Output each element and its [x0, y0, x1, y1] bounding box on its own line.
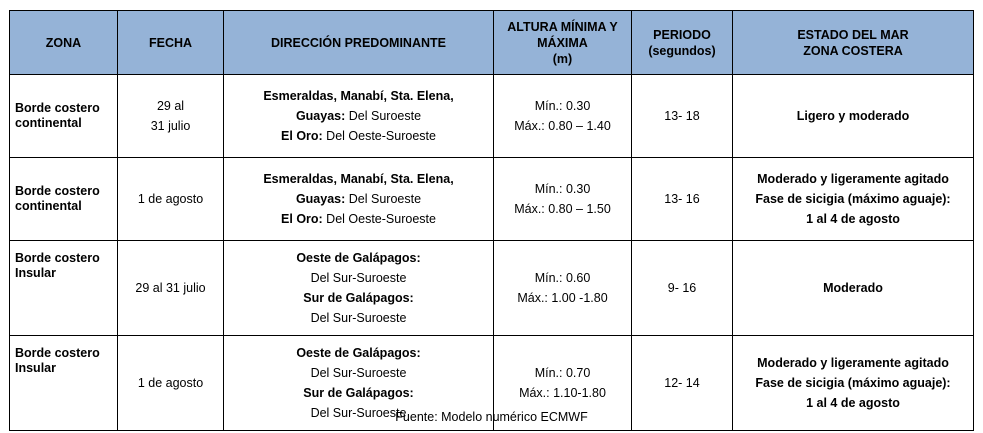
table-row [10, 75, 974, 158]
estado-cell: Ligero y moderado [733, 75, 974, 158]
header-zona: ZONA [10, 11, 118, 75]
estado-cell: Moderado [733, 241, 974, 336]
direccion-cell: Esmeraldas, Manabí, Sta. Elena, Guayas: Del Suroeste El Oro: Del Oeste-Suroeste [224, 75, 494, 158]
estado-cell: Moderado y ligeramente agitado Fase de sicigia (máximo aguaje): 1 al 4 de agosto [733, 336, 974, 431]
zona-cell: Borde costero continental [10, 158, 118, 241]
fecha-cell: 29 al 31 julio [118, 75, 224, 158]
direccion-cell: Oeste de Galápagos: Del Sur-Suroeste Sur de Galápagos: Del Sur-Suroeste [224, 336, 494, 431]
header-altura: ALTURA MÍNIMA Y MÁXIMA (m) [494, 11, 632, 75]
direccion-cell: Esmeraldas, Manabí, Sta. Elena, Guayas: Del Suroeste El Oro: Del Oeste-Suroeste [224, 158, 494, 241]
zona-cell: Borde costero continental [10, 75, 118, 158]
direccion-cell: Oeste de Galápagos: Del Sur-Suroeste Sur de Galápagos: Del Sur-Suroeste [224, 241, 494, 336]
periodo-cell: 13- 16 [632, 158, 733, 241]
fecha-cell: 1 de agosto [118, 336, 224, 431]
altura-cell: Mín.: 0.30 Máx.: 0.80 – 1.50 [494, 158, 632, 241]
periodo-cell: 12- 14 [632, 336, 733, 431]
periodo-cell: 13- 18 [632, 75, 733, 158]
header-periodo: PERIODO (segundos) [632, 11, 733, 75]
zona-cell: Borde costero Insular [10, 336, 118, 431]
header-direccion: DIRECCIÓN PREDOMINANTE [224, 11, 494, 75]
fecha-cell: 29 al 31 julio [118, 241, 224, 336]
periodo-cell: 9- 16 [632, 241, 733, 336]
estado-cell: Moderado y ligeramente agitado Fase de sicigia (máximo aguaje): 1 al 4 de agosto [733, 158, 974, 241]
zona-cell: Borde costero Insular [10, 241, 118, 336]
altura-cell: Mín.: 0.60 Máx.: 1.00 -1.80 [494, 241, 632, 336]
header-fecha: FECHA [118, 11, 224, 75]
sea-state-table [9, 10, 974, 431]
source-caption: Fuente: Modelo numérico ECMWF [395, 410, 588, 424]
table-row [10, 241, 974, 336]
table-row [10, 158, 974, 241]
altura-cell: Mín.: 0.30 Máx.: 0.80 – 1.40 [494, 75, 632, 158]
altura-cell: Mín.: 0.70 Máx.: 1.10-1.80 [494, 336, 632, 431]
header-estado: ESTADO DEL MAR ZONA COSTERA [733, 11, 974, 75]
header-row [10, 11, 974, 75]
fecha-cell: 1 de agosto [118, 158, 224, 241]
